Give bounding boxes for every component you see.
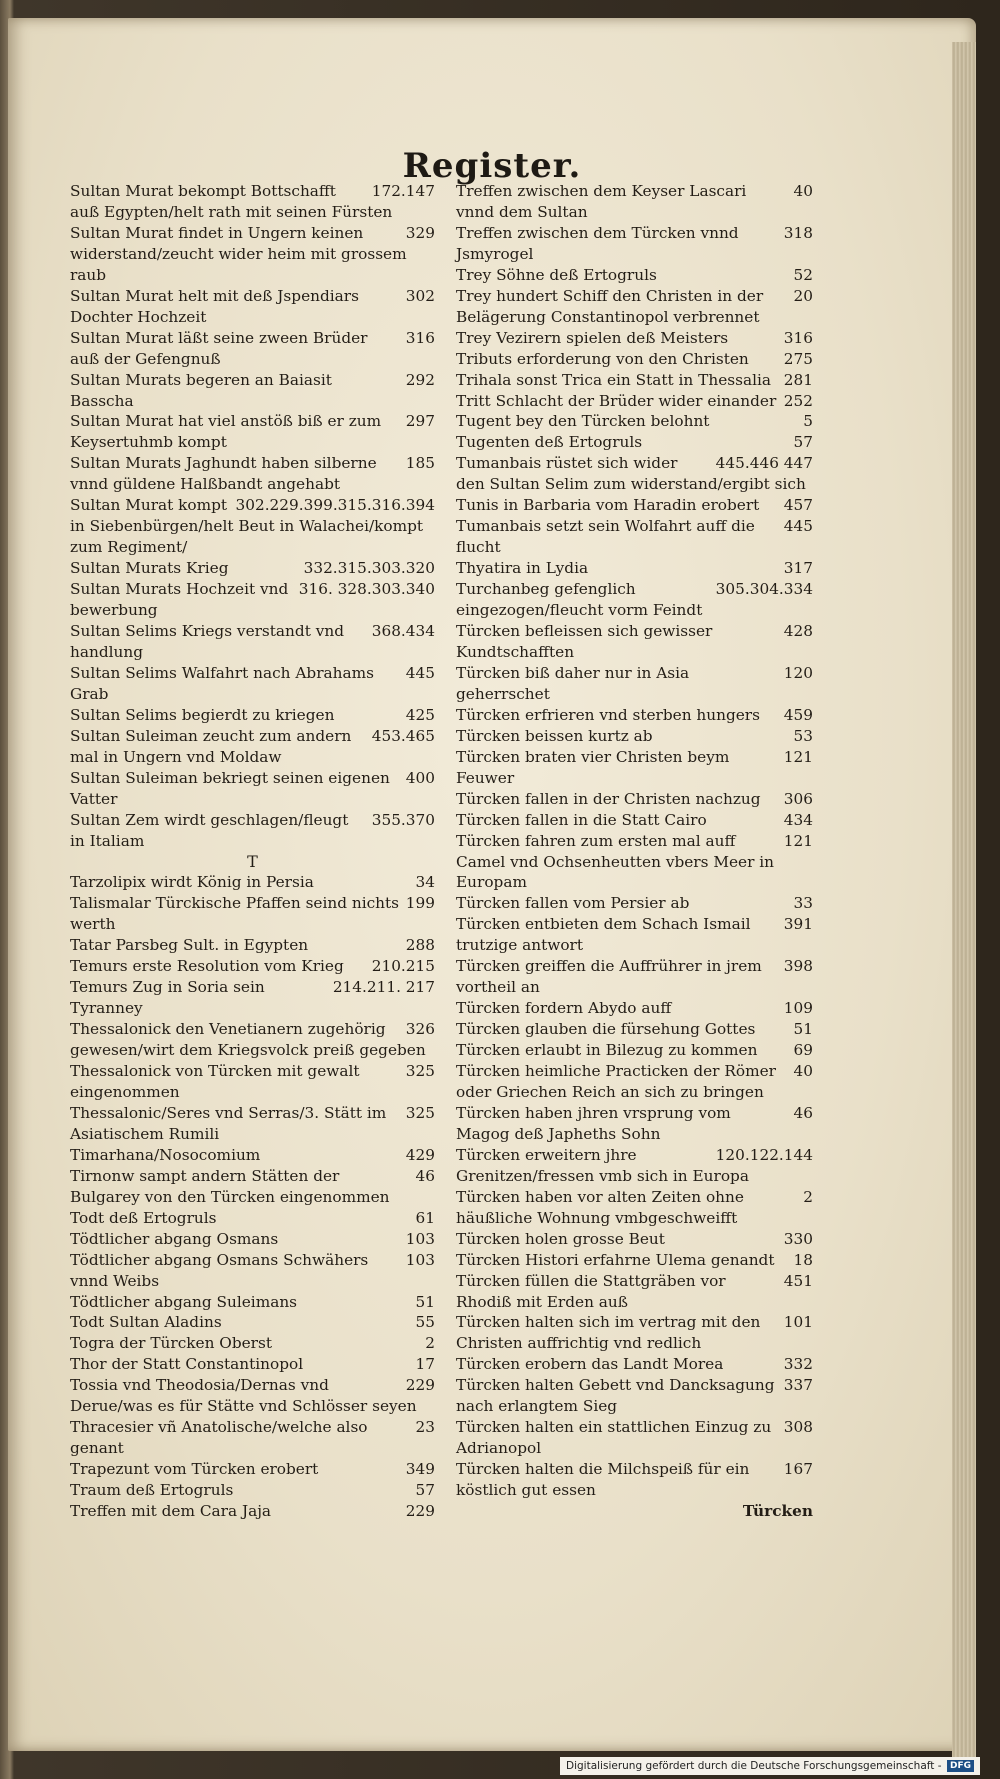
entry-text: Talismalar Türckische Pfaffen seind nichts werth	[70, 894, 400, 934]
page-reference: 214.211. 217	[332, 978, 435, 997]
index-entry	[456, 328, 813, 349]
entry-text: Tugenten deß Ertogruls	[456, 433, 643, 452]
index-entry	[456, 1459, 813, 1501]
page-reference: 306	[783, 789, 813, 808]
index-entry	[456, 223, 813, 265]
page-reference: 275	[783, 349, 813, 368]
entry-text: Traum deß Ertogruls	[70, 1481, 234, 1500]
entry-text: Tödtlicher abgang Suleimans	[70, 1292, 298, 1311]
index-entry	[456, 726, 813, 747]
index-entry	[456, 558, 813, 579]
index-entry	[456, 621, 813, 663]
entry-text: Türcken erlaubt in Bilezug zu kommen	[456, 1041, 758, 1060]
entry-text: Sultan Selims Kriegs verstandt vnd handlung	[70, 622, 344, 661]
page-reference: 51	[415, 1292, 435, 1311]
index-entry	[456, 998, 813, 1019]
index-entry	[70, 223, 435, 286]
page-reference: 121	[783, 747, 813, 766]
entry-text: Tritt Schlacht der Brüder wider einander	[456, 391, 777, 410]
page-reference: 326	[405, 1020, 435, 1039]
page-reference: 55	[415, 1313, 435, 1332]
entry-text: Türcken halten Gebett vnd Dancksagung nach erlangtem Sieg	[456, 1376, 775, 1416]
entry-text: Türcken biß daher nur in Asia geherrschet	[456, 663, 690, 703]
entry-text: Treffen mit dem Cara Jaja	[70, 1502, 272, 1521]
page-reference: 398	[783, 957, 813, 976]
index-entry	[456, 1417, 813, 1459]
page-reference: 40	[793, 182, 813, 200]
page-header: Register.	[402, 146, 582, 186]
page-reference: 5	[803, 412, 813, 431]
entry-text: Togra der Türcken Oberst	[70, 1334, 272, 1353]
index-entry	[70, 1375, 435, 1417]
index-entry	[70, 286, 435, 328]
footer-text: Digitalisierung gefördert durch die Deutsche Forschungsgemeinschaft -	[566, 1760, 942, 1772]
entry-text: Thessalonic/Seres vnd Serras/3. Stätt im Asiatischem Rumili	[70, 1103, 387, 1143]
entry-text: Sultan Murat bekompt Bottschafft auß Egypten/helt rath mit seinen Fürsten	[70, 182, 393, 221]
page-reference: 368.434	[371, 622, 435, 641]
page-reference: 120	[783, 663, 813, 682]
entry-text: Temurs Zug in Soria sein Tyranney	[70, 978, 265, 1018]
page-reference: 429	[405, 1145, 435, 1164]
index-entry	[456, 1187, 813, 1229]
entry-text: Sultan Murat kompt in Siebenbürgen/helt Beut in Walachei/kompt zum Regiment/	[70, 496, 424, 557]
entry-text: Türcken Histori erfahrne Ulema genandt	[456, 1250, 775, 1269]
index-entry	[70, 181, 435, 223]
entry-text: Todt Sultan Aladins	[70, 1313, 222, 1332]
entry-text: Türcken greiffen die Auffrührer in jrem vortheil an	[456, 957, 762, 997]
index-entry	[456, 516, 813, 558]
page-reference: 2	[803, 1187, 813, 1206]
index-entry	[70, 411, 435, 453]
index-entry	[70, 1354, 435, 1375]
index-entry	[70, 1250, 435, 1292]
index-entry	[456, 1375, 813, 1417]
entry-text: Türcken haben vor alten Zeiten ohne häußliche Wohnung vmbgeschweifft	[456, 1187, 744, 1227]
index-entry	[70, 579, 435, 621]
index-entry	[456, 1354, 813, 1375]
page-reference: 434	[783, 810, 813, 829]
entry-text: Türcken braten vier Christen beym Feuwer	[456, 747, 730, 787]
index-entry	[70, 768, 435, 810]
index-entry	[456, 893, 813, 914]
page-reference: 457	[783, 496, 813, 515]
index-entry	[70, 1208, 435, 1229]
entry-text: Sultan Suleiman zeucht zum andern mal in Ungern vnd Moldaw	[70, 726, 352, 766]
index-entry	[456, 579, 813, 621]
index-entry	[70, 956, 435, 977]
entry-text: Sultan Murat helt mit deß Jspendiars Dochter Hochzeit	[70, 286, 359, 326]
page-reference: 69	[793, 1041, 813, 1060]
entry-text: Timarhana/Nosocomium	[70, 1145, 261, 1164]
page-reference: 308	[783, 1418, 813, 1437]
index-entry	[456, 705, 813, 726]
index-entry	[456, 1229, 813, 1250]
entry-text: Tunis in Barbaria vom Haradin erobert	[456, 496, 760, 515]
index-entry	[456, 349, 813, 370]
index-entry	[70, 663, 435, 705]
page-reference: 325	[405, 1103, 435, 1122]
entry-text: Türcken halten sich im vertrag mit den Christen auffrichtig vnd redlich	[456, 1313, 761, 1353]
entry-text: Trey Söhne deß Ertogruls	[456, 265, 657, 284]
section-letter: T	[247, 851, 258, 871]
entry-text: Thyatira in Lydia	[456, 559, 589, 578]
page-reference: 316	[405, 328, 435, 347]
page-reference: 120.122.144	[715, 1145, 813, 1164]
entry-text: Türcken fallen in der Christen nachzug	[456, 789, 761, 808]
index-entry	[70, 935, 435, 956]
dfg-logo: DFG	[947, 1760, 974, 1772]
entry-text: Türcken fordern Abydo auff	[456, 999, 672, 1018]
entry-text: Türcken halten ein stattlichen Einzug zu Adrianopol	[456, 1418, 772, 1458]
index-entry	[70, 1501, 435, 1522]
index-entry	[70, 1312, 435, 1333]
entry-text: Tributs erforderung von den Christen	[456, 349, 749, 368]
page-reference: 445	[783, 517, 813, 536]
page-reference: 17	[415, 1355, 435, 1374]
entry-text: Türcken haben jhren vrsprung vom Magog deß Japheths Sohn	[456, 1103, 731, 1143]
page-reference: 297	[405, 412, 435, 431]
entry-text: Tarzolipix wirdt König in Persia	[70, 873, 314, 892]
page-reference: 305.304.334	[715, 580, 813, 599]
entry-text: Sultan Murats Hochzeit vnd bewerbung	[70, 580, 289, 620]
page-reference: 445.446 447	[715, 454, 813, 473]
index-entry	[456, 1312, 813, 1354]
index-entry	[70, 705, 435, 726]
entry-text: Sultan Zem wirdt geschlagen/fleugt in Italiam	[70, 810, 349, 850]
page-reference: 302	[405, 286, 435, 305]
entry-text: Treffen zwischen dem Keyser Lascari vnnd dem Sultan	[456, 182, 747, 221]
entry-text: Thessalonick von Türcken mit gewalt eingenommen	[70, 1062, 360, 1101]
entry-text: Sultan Murats Jaghundt haben silberne vnnd güldene Halßbandt angehabt	[70, 454, 377, 494]
entry-text: Türcken erweitern jhre Grenitzen/fressen vmb sich in Europa	[456, 1145, 749, 1185]
page-reference: 288	[405, 936, 435, 955]
page-reference: 329	[405, 223, 435, 242]
page-reference: 332	[783, 1355, 813, 1374]
index-entry	[456, 286, 813, 328]
entry-text: Trey hundert Schiff den Christen in der Belägerung Constantinopol verbrennet	[456, 286, 764, 326]
index-entry	[70, 872, 435, 893]
entry-text: Türcken beissen kurtz ab	[456, 726, 653, 745]
page-reference: 40	[793, 1062, 813, 1081]
entry-text: Tödtlicher abgang Osmans Schwähers vnnd Weibs	[70, 1250, 369, 1290]
index-entry	[456, 370, 813, 391]
entry-text: Temurs erste Resolution vom Krieg	[70, 957, 344, 976]
entry-text: Trapezunt vom Türcken erobert	[70, 1460, 319, 1479]
page-reference: 317	[783, 559, 813, 578]
index-entry	[70, 893, 435, 935]
page-reference: 391	[783, 915, 813, 934]
page-reference: 337	[783, 1376, 813, 1395]
entry-text: Tugent bey den Türcken belohnt	[456, 412, 710, 431]
entry-text: Sultan Murat findet in Ungern keinen widerstand/zeucht wider heim mit grossem raub	[70, 223, 407, 284]
index-entry	[456, 1061, 813, 1103]
entry-text: Türcken heimliche Practicken der Römer oder Griechen Reich an sich zu bringen	[456, 1062, 776, 1101]
page-reference: 2	[425, 1334, 435, 1353]
entry-text: Türcken erobern das Landt Morea	[456, 1355, 724, 1374]
index-entry	[70, 558, 435, 579]
page-reference: 425	[405, 705, 435, 724]
index-entry	[456, 956, 813, 998]
page-reference: 330	[783, 1229, 813, 1248]
page-reference: 57	[793, 433, 813, 452]
page-reference: 51	[793, 1020, 813, 1039]
index-entry	[70, 370, 435, 412]
index-entry	[456, 432, 813, 453]
index-entry	[456, 831, 813, 894]
page-reference: 52	[793, 265, 813, 284]
page-reference: 349	[405, 1460, 435, 1479]
index-entry	[70, 1333, 435, 1354]
page-reference: 332.315.303.320	[303, 559, 435, 578]
index-entry	[70, 1019, 435, 1061]
index-entry	[70, 1417, 435, 1459]
page-reference: 167	[783, 1460, 813, 1479]
entry-text: Türcken glauben die fürsehung Gottes	[456, 1020, 756, 1039]
entry-text: Sultan Murat läßt seine zween Brüder auß der Gefengnuß	[70, 328, 368, 368]
entry-text: Trey Vezirern spielen deß Meisters	[456, 328, 729, 347]
page-reference: 325	[405, 1062, 435, 1081]
index-entry	[70, 621, 435, 663]
page-reference: 316	[783, 328, 813, 347]
index-entry	[70, 726, 435, 768]
index-entry	[456, 747, 813, 789]
page-reference: 34	[415, 873, 435, 892]
page-reference: 445	[405, 663, 435, 682]
right-column	[456, 181, 813, 1522]
index-entry	[70, 810, 435, 852]
index-entry	[70, 1480, 435, 1501]
left-column	[70, 181, 435, 1522]
page-reference: 229	[405, 1376, 435, 1395]
entry-text: Türcken füllen die Stattgräben vor Rhodiß mit Erden auß	[456, 1271, 726, 1311]
page-reference: 57	[415, 1481, 435, 1500]
page-reference: 53	[793, 726, 813, 745]
page-reference: 453.465	[371, 726, 435, 745]
page-reference: 121	[783, 831, 813, 850]
page-reference: 185	[405, 454, 435, 473]
index-entry	[456, 914, 813, 956]
index-entry	[456, 265, 813, 286]
page-reference: 20	[793, 286, 813, 305]
page-reference: 172.147	[371, 182, 435, 200]
entry-text: Sultan Murats Krieg	[70, 559, 229, 578]
index-entry	[456, 495, 813, 516]
entry-text: Sultan Selims Walfahrt nach Abrahams Grab	[70, 663, 374, 703]
index-entry	[456, 453, 813, 495]
entry-text: Treffen zwischen dem Türcken vnnd Jsmyrogel	[456, 223, 739, 263]
page-reference: 103	[405, 1250, 435, 1269]
dfg-footer	[560, 1757, 980, 1775]
page-reference: 316. 328.303.340	[298, 580, 435, 599]
index-entry	[456, 181, 813, 223]
index-entry	[456, 1040, 813, 1061]
entry-text: Thracesier vñ Anatolische/welche also genant	[70, 1418, 368, 1458]
entry-text: Turchanbeg gefenglich eingezogen/fleucht vorm Feindt	[456, 580, 703, 620]
entry-text: Thor der Statt Constantinopol	[70, 1355, 304, 1374]
index-entry	[456, 1103, 813, 1145]
index-entry	[70, 328, 435, 370]
index-entry	[456, 663, 813, 705]
page-reference: 46	[415, 1166, 435, 1185]
entry-text: Sultan Murat hat viel anstöß biß er zum Keysertuhmb kompt	[70, 412, 382, 452]
entry-text: Türcken fallen in die Statt Cairo	[456, 810, 707, 829]
page-reference: 210.215	[371, 957, 435, 976]
entry-text: Türcken holen grosse Beut	[456, 1229, 665, 1248]
index-entry	[456, 810, 813, 831]
page-reference: 355.370	[371, 810, 435, 829]
page-reference: 23	[415, 1418, 435, 1437]
index-entry	[70, 495, 435, 558]
entry-text: Sultan Selims begierdt zu kriegen	[70, 705, 335, 724]
page-reference: 61	[415, 1208, 435, 1227]
index-entry	[456, 1271, 813, 1313]
index-entry	[456, 1145, 813, 1187]
page-reference: 302.229.399.315.316.394	[235, 496, 435, 515]
entry-text: Tirnonw sampt andern Stätten der Bulgarey von den Türcken eingenommen	[70, 1166, 390, 1206]
index-entry	[456, 789, 813, 810]
entry-text: Sultan Murats begeren an Baiasit Basscha	[70, 370, 332, 410]
entry-text: Tossia vnd Theodosia/Dernas vnd Derue/was es für Stätte vnd Schlösser seyen	[70, 1376, 417, 1416]
entry-text: Türcken halten die Milchspeiß für ein köstlich gut essen	[456, 1460, 750, 1500]
entry-text: Tatar Parsbeg Sult. in Egypten	[70, 936, 309, 955]
entry-text: Trihala sonst Trica ein Statt in Thessalia	[456, 370, 771, 389]
entry-text: Türcken erfrieren vnd sterben hungers	[456, 705, 760, 724]
page-reference: 18	[793, 1250, 813, 1269]
index-entry	[70, 1103, 435, 1145]
page-reference: 33	[793, 894, 813, 913]
page-reference: 252	[783, 391, 813, 410]
page-reference: 451	[783, 1271, 813, 1290]
index-entry	[70, 977, 435, 1019]
page-reference: 101	[783, 1313, 813, 1332]
index-entry	[456, 1250, 813, 1271]
index-entry	[70, 1229, 435, 1250]
page-reference: 109	[783, 999, 813, 1018]
page-reference: 103	[405, 1229, 435, 1248]
index-entry	[456, 411, 813, 432]
entry-text: Tödtlicher abgang Osmans	[70, 1229, 279, 1248]
index-entry	[70, 1061, 435, 1103]
book-page	[8, 18, 976, 1751]
index-entry	[70, 453, 435, 495]
page-reference: 292	[405, 370, 435, 389]
entry-text: Tumanbais rüstet sich wider den Sultan Selim zum widerstand/ergibt sich	[456, 454, 806, 494]
entry-text: Todt deß Ertogruls	[70, 1208, 217, 1227]
page-reference: 281	[783, 370, 813, 389]
entry-text: Türcken befleissen sich gewisser Kundtschafften	[456, 622, 713, 661]
catchword: Türcken	[742, 1502, 813, 1521]
index-entry	[70, 1459, 435, 1480]
page-reference: 459	[783, 705, 813, 724]
entry-text: Thessalonick den Venetianern zugehörig gewesen/wirt dem Kriegsvolck preiß gegeben	[70, 1020, 426, 1060]
index-entry	[70, 1292, 435, 1313]
entry-text: Sultan Suleiman bekriegt seinen eigenen Vatter	[70, 768, 390, 808]
page-reference: 199	[405, 894, 435, 913]
index-entry	[70, 1166, 435, 1208]
index-entry	[456, 1019, 813, 1040]
page-reference: 46	[793, 1103, 813, 1122]
index-entry	[70, 1145, 435, 1166]
entry-text: Türcken fahren zum ersten mal auff Camel vnd Ochsenheutten vbers Meer in Europam	[456, 831, 775, 892]
entry-text: Tumanbais setzt sein Wolfahrt auff die flucht	[456, 517, 755, 557]
index-entry	[456, 391, 813, 412]
entry-text: Türcken fallen vom Persier ab	[456, 894, 690, 913]
entry-text: Türcken entbieten dem Schach Ismail trutzige antwort	[456, 915, 751, 955]
page-reference: 229	[405, 1502, 435, 1521]
page-reference: 400	[405, 768, 435, 787]
page-reference: 318	[783, 223, 813, 242]
page-edges	[952, 42, 976, 1768]
page-reference: 428	[783, 622, 813, 641]
